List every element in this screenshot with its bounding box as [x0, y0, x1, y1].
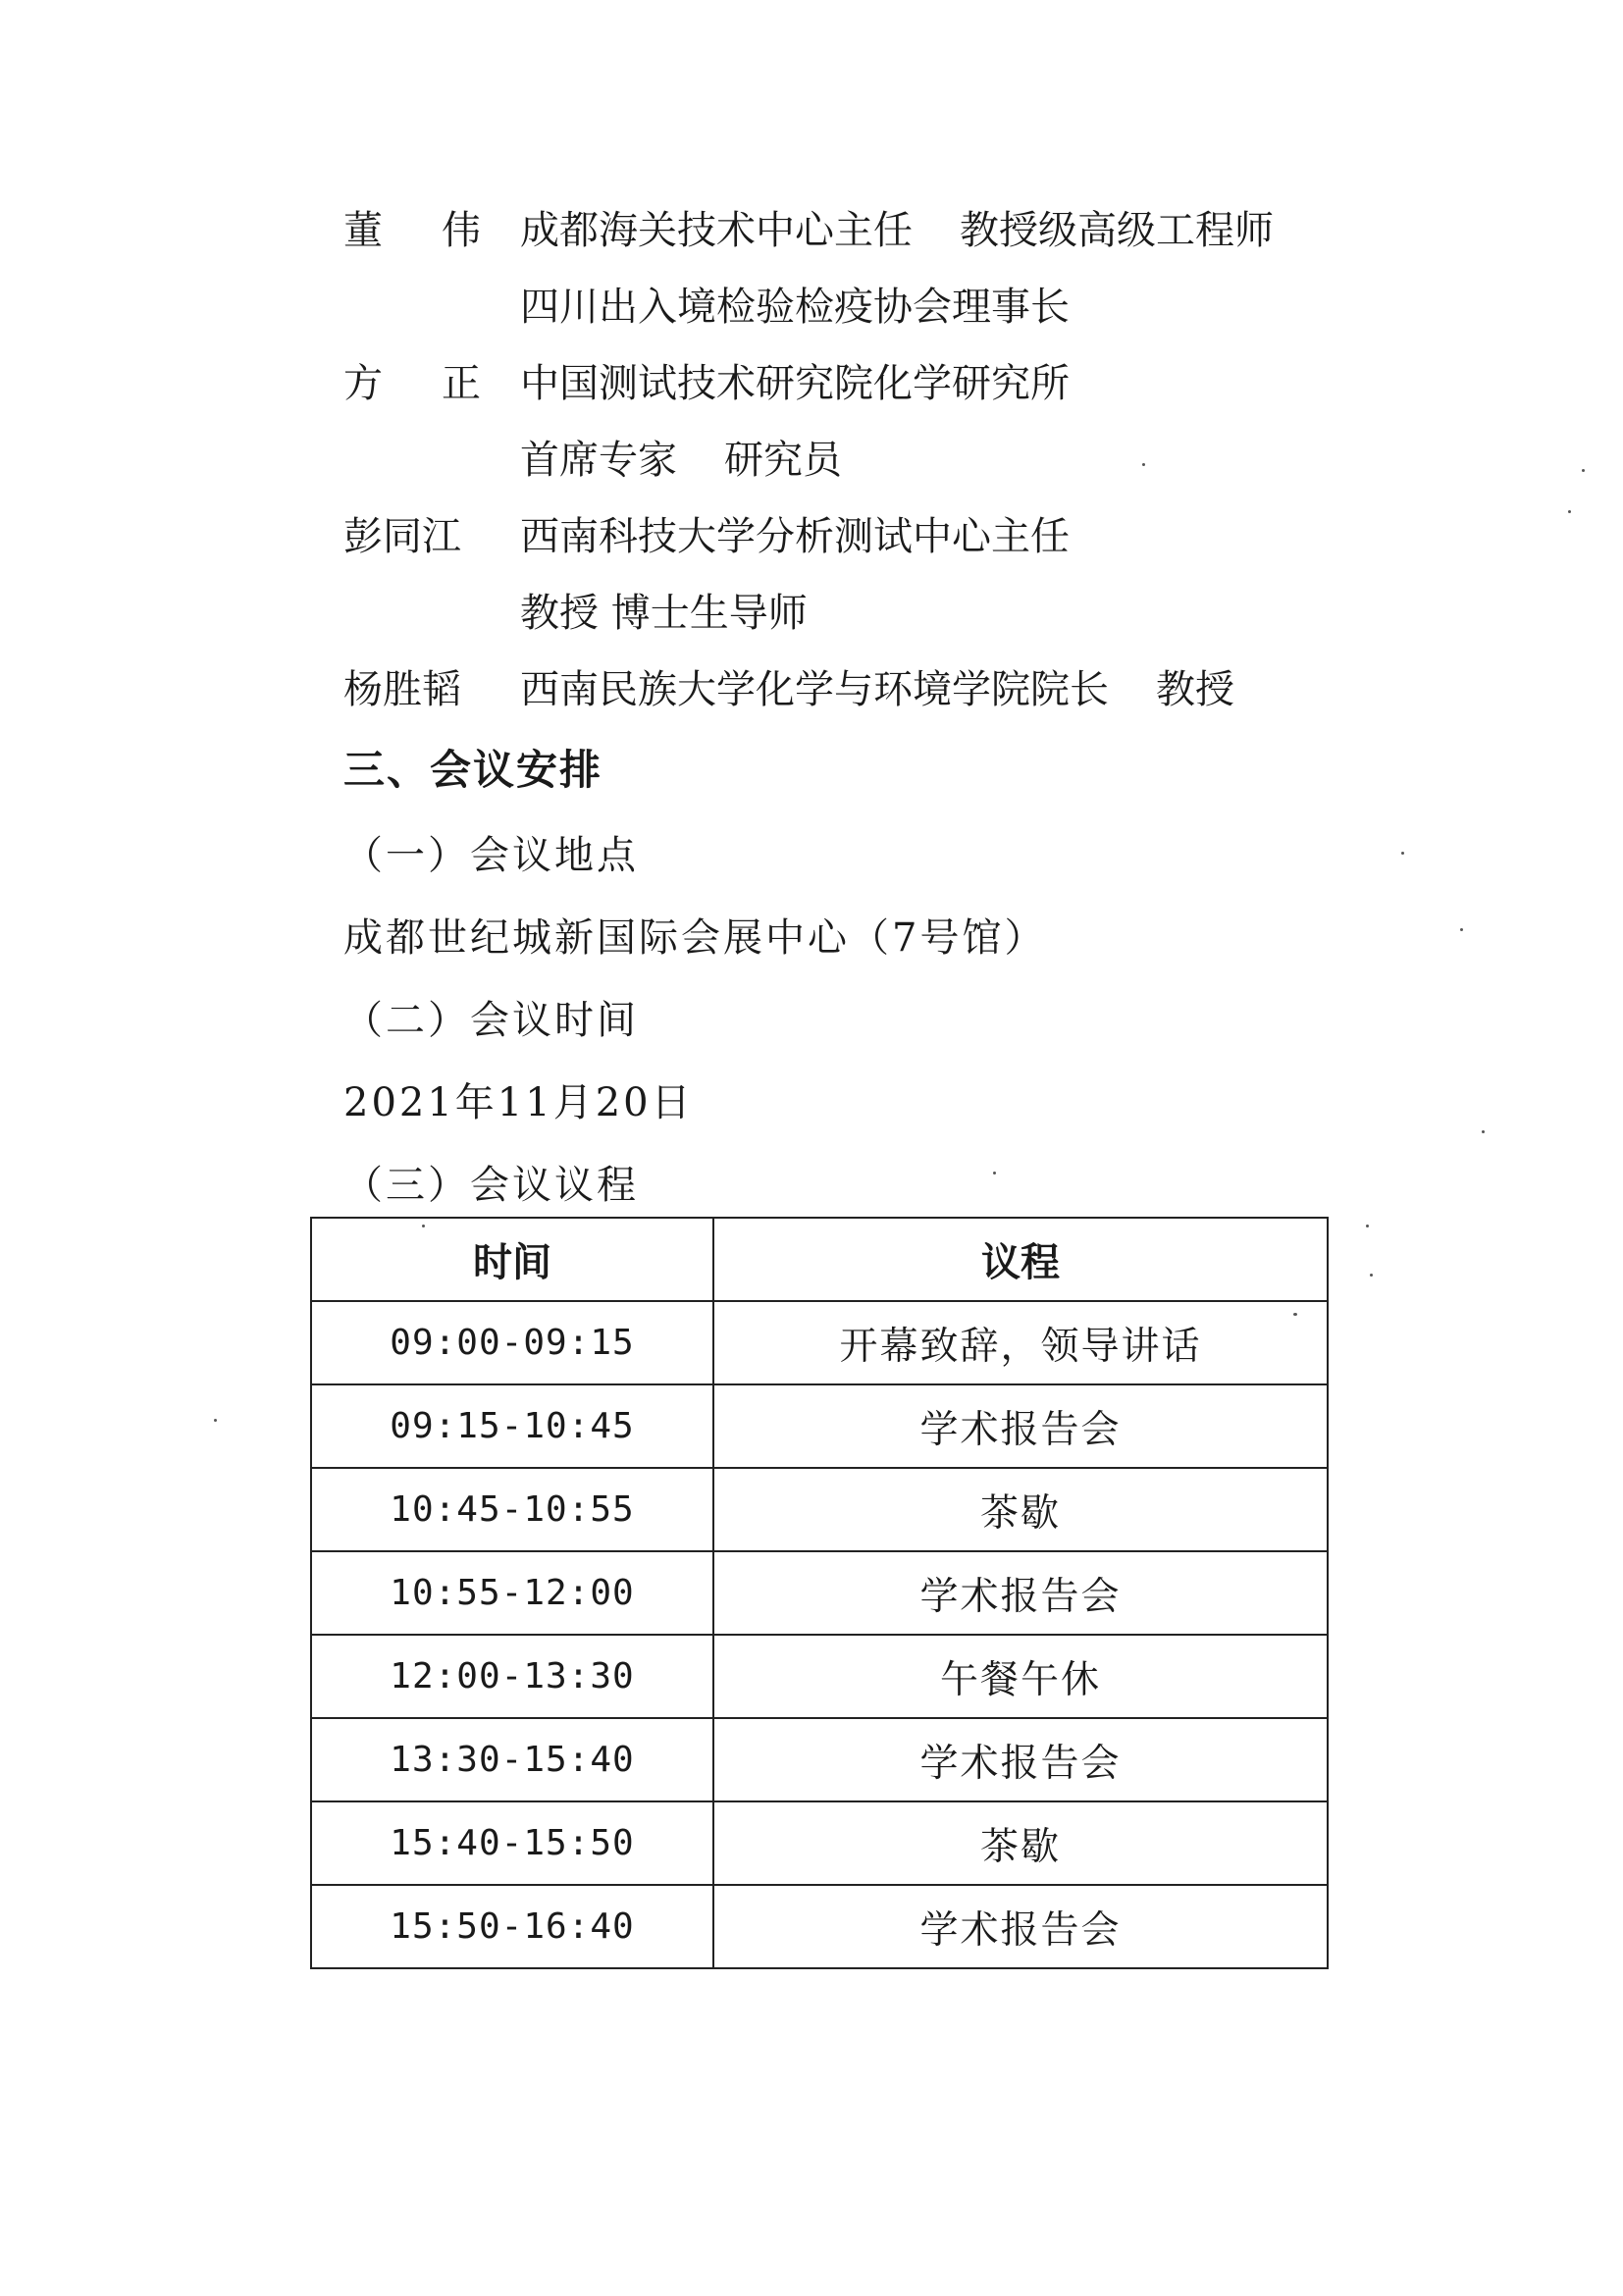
agenda-item-cell: 学术报告会: [713, 1885, 1328, 1968]
agenda-item-cell: 茶歇: [713, 1801, 1328, 1885]
table-row: [311, 1551, 1328, 1635]
table-row: [311, 1384, 1328, 1468]
table-row: [311, 1885, 1328, 1968]
time-cell: 10:55-12:00: [311, 1551, 713, 1635]
time-cell: 09:00-09:15: [311, 1301, 713, 1384]
agenda-column-header: 议程: [713, 1218, 1328, 1301]
venue-heading: （一）会议地点: [343, 833, 639, 878]
expert-title-line: 西南科技大学分析测试中心主任: [520, 514, 1070, 559]
time-heading: （二）会议时间: [343, 998, 639, 1043]
scan-speck: [1568, 510, 1571, 513]
venue-text: 成都世纪城新国际会展中心（7号馆）: [343, 915, 1047, 961]
expert-name: 杨胜韬: [343, 667, 461, 712]
scan-speck: [1482, 1130, 1485, 1133]
scan-speck: [1460, 928, 1463, 931]
scan-speck: [1582, 469, 1585, 472]
expert-title-line: 中国测试技术研究院化学研究所: [520, 361, 1070, 406]
expert-name: 彭同江: [343, 514, 461, 559]
scan-speck: [1293, 1313, 1297, 1316]
agenda-item-cell: 午餐午休: [713, 1635, 1328, 1718]
expert-title-line: 西南民族大学化学与环境学院院长 教授: [520, 667, 1234, 712]
expert-title-line: 四川出入境检验检疫协会理事长: [520, 285, 1070, 330]
agenda-item-cell: 学术报告会: [713, 1718, 1328, 1801]
scan-speck: [1142, 463, 1145, 466]
table-row: [311, 1718, 1328, 1801]
scan-speck: [1366, 1225, 1369, 1227]
agenda-item-cell: 茶歇: [713, 1468, 1328, 1551]
expert-name: 董 伟: [343, 208, 481, 253]
scan-speck: [1401, 852, 1404, 855]
agenda-table: [310, 1217, 1329, 1969]
time-column-header: 时间: [311, 1218, 713, 1301]
table-header-row: [311, 1218, 1328, 1301]
expert-title-line: 成都海关技术中心主任 教授级高级工程师: [520, 208, 1274, 253]
time-cell: 10:45-10:55: [311, 1468, 713, 1551]
section-heading: 三、会议安排: [343, 746, 603, 794]
table-row: [311, 1801, 1328, 1885]
agenda-heading: （三）会议议程: [343, 1163, 639, 1208]
table-row: [311, 1635, 1328, 1718]
time-cell: 15:40-15:50: [311, 1801, 713, 1885]
agenda-item-cell: 学术报告会: [713, 1384, 1328, 1468]
agenda-item-cell: 开幕致辞，领导讲话: [713, 1301, 1328, 1384]
expert-title-line: 教授 博士生导师: [520, 591, 808, 636]
time-cell: 13:30-15:40: [311, 1718, 713, 1801]
scan-speck: [1370, 1274, 1373, 1277]
time-cell: 12:00-13:30: [311, 1635, 713, 1718]
scan-speck: [993, 1172, 996, 1174]
time-cell: 09:15-10:45: [311, 1384, 713, 1468]
table-row: [311, 1301, 1328, 1384]
expert-title-line: 首席专家 研究员: [520, 438, 842, 483]
scan-speck: [422, 1225, 425, 1227]
table-row: [311, 1468, 1328, 1551]
expert-name: 方 正: [343, 361, 481, 406]
time-cell: 15:50-16:40: [311, 1885, 713, 1968]
scan-speck: [214, 1419, 217, 1422]
date-text: 2021年11月20日: [343, 1080, 694, 1125]
agenda-item-cell: 学术报告会: [713, 1551, 1328, 1635]
